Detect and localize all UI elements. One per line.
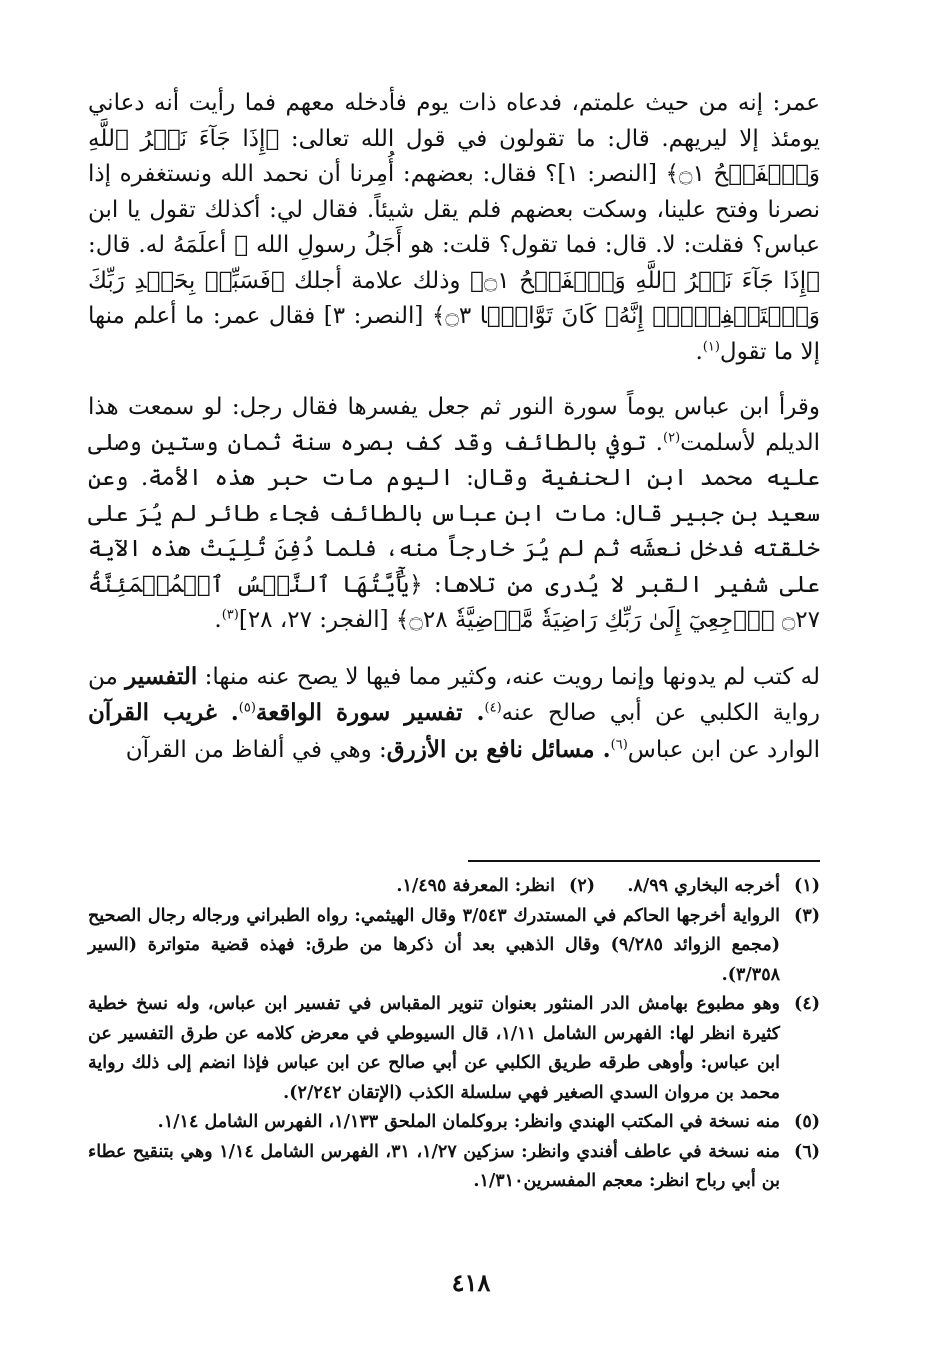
title-masail: . مسائل نافع بن الأزرق — [386, 735, 611, 763]
page-number: ٤١٨ — [451, 1268, 491, 1297]
p1-line-6: قال: ﴿إِذَا جَآءَ نَصۡرُ ٱللَّهِ وَٱلۡفَتۡحُ ۝١﴾ وذلك علامة أجلك ﴿فَسَبِّحۡ بِحَمۡدِ — [88, 232, 820, 294]
p2-line-2b: . توفي بالطائف وقد كف بصره سنة ثمان وستين وصلى — [88, 429, 663, 456]
p3-text-a: من رواية الكلبي عن أبي صالح عنه — [88, 663, 820, 726]
p3-line-1: له كتب لم يدونها وإنما رويت عنه، وكثير مما فيها لا يصح عنه منها: — [204, 663, 821, 690]
footnote-ref-3: (٣) — [221, 607, 239, 623]
footnote-4-text: وهو مطبوع بهامش الدر المنثور بعنوان تنوير المقباس في تفسير ابن عباس، وله نسخ خطية كثيرة انظر لها: الفهرس الشامل ١/١١، قال السيوطي في معرض كلامه عن طرق التفسير عن ابن عباس: وأوهى طرقه طريق الكلبي عن أبي صالح عن ابن عباس فإذا انضم إلى ذلك رواية محمد بن مروان السدي الصغير فهي سلسلة الكذب (الإتقان ٢/٢٤٢). — [88, 994, 780, 1103]
footnotes — [88, 872, 820, 1197]
footnote-1 — [595, 872, 820, 902]
p2-line-5: يُرَ خارجاً منه، فلما دُفِنَ تُلِيَتْ هذه الآية على شفير القبر لا يُدرى من تلاها: — [88, 536, 820, 598]
p1-line-4: نصرنا وفتح علينا، وسكت بعضهم فلم يقل شيئاً. فقال لي: أكذلك تقول يا ابن — [88, 196, 820, 223]
p1-line-1: عمر: إنه من حيث علمتم، فدعاه ذات يوم فأدخله معهم فما رأيت أنه دعاني — [88, 90, 820, 116]
p2-line-1: وقرأ ابن عباس يوماً سورة النور ثم جعل يفسرها فقال رجل: لو سمعت — [128, 394, 821, 420]
p1-line-7: رَبِّكَ وَٱسۡتَغۡفِرۡهُۚ إِنَّهُۥ كَانَ تَوَّابَۢا ۝٣﴾ [النصر: ٣] فقال عمر: ما أعلم منها إلا — [88, 267, 821, 365]
footnote-2-text: انظر: المعرفة ١/٤٩٥. — [396, 876, 555, 896]
footnote-6-text: منه نسخة في عاطف أفندي وانظر: سزكين ١/٢٧، ٣١، الفهرس الشامل ١/١٤ وهي بتنقيح عطاء بن أبي رباح انظر: معجم المفسرين١/٣١٠. — [88, 1141, 780, 1191]
p3-text-b: الوارد عن ابن عباس — [627, 736, 820, 763]
paragraph-2 — [88, 390, 820, 639]
p1-line-2: يومئذ إلا ليريهم. قال: ما تقولون في قول الله تعالى: ﴿إِذَا جَآءَ نَصۡرُ ٱللَّهِ — [88, 125, 820, 152]
footnote-divider — [468, 860, 820, 862]
title-gharib: . غريب القرآن — [88, 699, 239, 726]
title-waqia: . تفسير سورة الواقعة — [255, 699, 485, 726]
footnote-4-number: (٤) — [794, 994, 820, 1014]
footnote-ref-6: (٦) — [610, 736, 628, 752]
footnote-3-text: الرواية أخرجها الحاكم في المستدرك ٣/٥٤٣ وقال الهيثمي: رواه الطبراني ورجاله رجال الصحيح (مجمع الزوائد ٩/٢٨٥) وقال الذهبي بعد أن ذكرها من طرق: فهذه قضية متواترة (السير ٣/٣٥٨). — [88, 905, 780, 985]
p1-line-5: عباس؟ فقلت: لا. قال: فما تقول؟ قلت: هو أَجَلُ رسولِ الله ﷺ أعلَمَهُ له. — [138, 232, 820, 258]
p2-line-3: عليه محمد ابن الحنفية وقال: اليوم مات حبر هذه الأمة. وعن سعيد بن جبير — [88, 465, 820, 527]
footnote-5-text: منه نسخة في المكتب الهندي وانظر: بروكلمان الملحق ١/١٣٣، الفهرس الشامل ١/١٤. — [157, 1112, 780, 1132]
p1-line-3: وَٱلۡفَتۡحُ ۝١﴾ [النصر: ١]؟ فقال: بعضهم: أُمِرنا أن نحمد الله ونستغفره إذا — [88, 161, 820, 187]
footnote-ref-1: (١) — [702, 338, 720, 354]
footnote-3-number: (٣) — [794, 905, 820, 926]
footnote-6 — [88, 1138, 820, 1197]
footnote-2-number: (٢) — [569, 876, 595, 896]
footnote-row-1-2 — [88, 872, 820, 902]
p2-line-2: هذا الديلم لأسلمت — [88, 394, 820, 456]
footnote-6-number: (٦) — [794, 1141, 820, 1162]
footnote-5-number: (٥) — [794, 1112, 820, 1132]
footnote-1-number: (١) — [794, 876, 820, 896]
p2-line-4: قال: مات ابن عباس بالطائف فجاء طائر لم يُرَ على خلقته فدخل نعشَه ثم لم — [88, 500, 820, 562]
footnote-ref-2: (٢) — [663, 429, 681, 445]
p2-tail: . — [214, 607, 222, 633]
p1-line-8: ما تقول — [719, 338, 794, 365]
paragraph-3 — [88, 659, 820, 769]
footnote-3 — [88, 902, 820, 991]
footnote-ref-4: (٤) — [484, 700, 502, 716]
p2-line-6: ﴿يَٰٓأَيَّتُهَا ٱلنَّفۡسُ ٱلۡمُطۡمَئِنَّةُ ۝٢٧ ٱرۡجِعِيٓ إِلَىٰ رَبِّكِ رَاضِيَةٗ مَّرۡضِيَّةٗ ۝٢٨﴾ [الفجر: ٢٧، ٢٨] — [88, 571, 820, 633]
footnote-2 — [396, 872, 595, 902]
title-tafsir: التفسير — [125, 662, 198, 690]
footnote-5 — [88, 1108, 820, 1138]
main-text — [88, 86, 820, 768]
footnote-ref-5: (٥) — [238, 700, 256, 716]
p3-text-c: : وهي في ألفاظ من القرآن — [125, 736, 387, 763]
paragraph-1 — [88, 86, 820, 370]
p1-tail: . — [695, 338, 703, 365]
footnote-4 — [88, 990, 820, 1108]
footnote-1-text: أخرجه البخاري ٨/٩٩. — [627, 876, 780, 896]
